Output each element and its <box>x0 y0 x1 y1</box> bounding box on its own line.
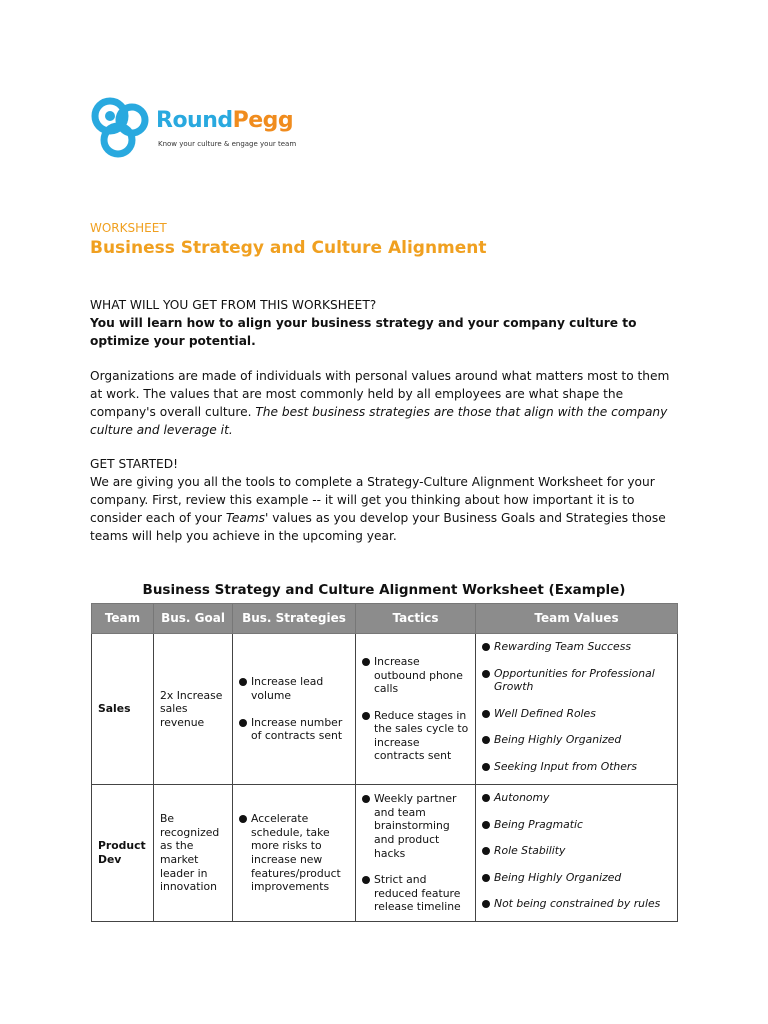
team-cell: Sales <box>92 634 154 785</box>
worksheet-table-title: Business Strategy and Culture Alignment Worksheet (Example) <box>142 582 626 598</box>
table-row <box>92 634 678 785</box>
tactics-cell <box>356 785 476 922</box>
header-bus-strategies: Bus. Strategies <box>233 604 356 634</box>
table-header-row <box>92 604 678 634</box>
list-item: Strict and reduced feature release timeline <box>362 873 469 914</box>
brand-wordmark <box>156 108 293 133</box>
get-started-heading: GET STARTED! <box>90 457 179 471</box>
list-item: Being Highly Organized <box>482 733 671 747</box>
list-item: Autonomy <box>482 791 671 805</box>
goal-cell: 2x Increase sales revenue <box>154 634 233 785</box>
list-item: Not being constrained by rules <box>482 897 671 911</box>
list-item: Opportunities for Professional Growth <box>482 667 671 694</box>
team-cell: Product Dev <box>92 785 154 922</box>
header-tactics: Tactics <box>356 604 476 634</box>
brand-tagline: Know your culture & engage your team <box>158 140 297 148</box>
brand-name-pegg: Pegg <box>232 108 294 133</box>
list-item: Accelerate schedule, take more risks to increase new features/product improvements <box>239 812 349 894</box>
intro-paragraph <box>90 367 680 439</box>
goal-cell: Be recognized as the market leader in innovation <box>154 785 233 922</box>
header-team: Team <box>92 604 154 634</box>
roundpegg-logo <box>90 96 320 160</box>
table-row <box>92 785 678 922</box>
list-item: Being Pragmatic <box>482 818 671 832</box>
list-item: Increase lead volume <box>239 675 349 702</box>
list-item: Increase number of contracts sent <box>239 716 349 743</box>
get-started-text-1: We are giving you all the tools to complete a Strategy-Culture Alignment Worksheet for your company. First, review this example -- it will get you thinking about how important it is to consider each of your <box>90 475 655 525</box>
tactics-cell <box>356 634 476 785</box>
list-item: Rewarding Team Success <box>482 640 671 654</box>
header-team-values: Team Values <box>476 604 678 634</box>
get-started-italic: Teams' <box>225 511 269 525</box>
values-cell <box>476 634 678 785</box>
roundpegg-logo-mark-icon <box>90 96 156 160</box>
intro-paragraph-italic: The best business strategies are those that align with the company culture and leverage it. <box>90 405 668 437</box>
get-started-paragraph <box>90 473 680 545</box>
list-item: Role Stability <box>482 844 671 858</box>
list-item: Seeking Input from Others <box>482 760 671 774</box>
get-started-text-2: values as you develop your Business Goals and Strategies those teams will help you achieve in the upcoming year. <box>90 511 666 543</box>
list-item: Being Highly Organized <box>482 871 671 885</box>
list-item: Weekly partner and team brainstorming and product hacks <box>362 792 469 860</box>
worksheet-table <box>91 603 678 922</box>
list-item: Reduce stages in the sales cycle to increase contracts sent <box>362 709 469 763</box>
intro-paragraph-text: Organizations are made of individuals with personal values around what matters most to them at work. The values that are most commonly held by all employees are what shape the company's overall culture. <box>90 369 670 419</box>
page-title: Business Strategy and Culture Alignment <box>90 238 487 258</box>
intro-lead: You will learn how to align your business strategy and your company culture to optimize your potential. <box>90 316 637 348</box>
worksheet-kicker: WORKSHEET <box>90 221 167 235</box>
values-cell <box>476 785 678 922</box>
strategies-cell <box>233 634 356 785</box>
header-bus-goal: Bus. Goal <box>154 604 233 634</box>
intro-question: WHAT WILL YOU GET FROM THIS WORKSHEET? <box>90 298 377 312</box>
brand-name-round: Round <box>156 108 233 133</box>
list-item: Increase outbound phone calls <box>362 655 469 696</box>
strategies-cell <box>233 785 356 922</box>
list-item: Well Defined Roles <box>482 707 671 721</box>
